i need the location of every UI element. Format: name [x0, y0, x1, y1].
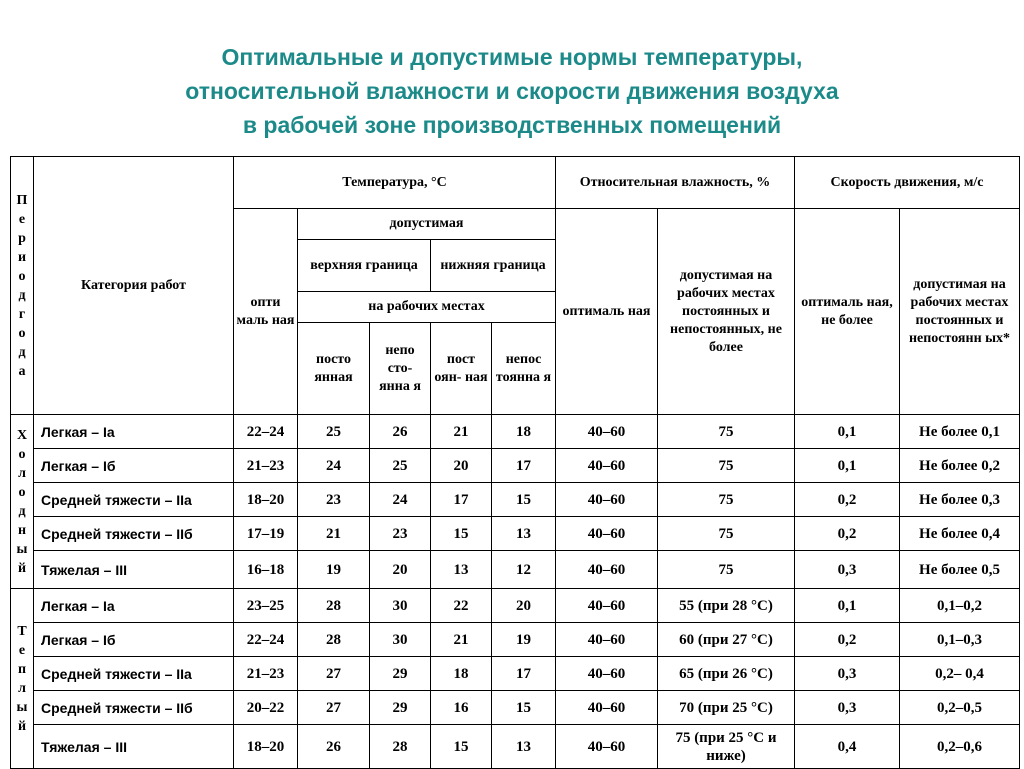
upper-bound-header: верхняя граница: [298, 240, 431, 292]
category-cell: Легкая – Iб: [34, 623, 234, 657]
humidity-optimal-cell: 40–60: [556, 691, 658, 725]
upper-nonconstant-header: непо сто- янна я: [370, 323, 431, 415]
upper-nonconstant-cell: 30: [370, 623, 431, 657]
lower-nonconstant-cell: 18: [492, 415, 556, 449]
temp-optimal-cell: 21–23: [234, 657, 298, 691]
upper-constant-header: посто янная: [298, 323, 370, 415]
lower-nonconstant-header: непос тоянна я: [492, 323, 556, 415]
upper-constant-cell: 19: [298, 551, 370, 589]
upper-constant-cell: 26: [298, 725, 370, 769]
category-header-text: Категория работ: [81, 277, 186, 293]
speed-allowable-cell: Не более 0,3: [900, 483, 1020, 517]
period-warm-cell: [11, 589, 34, 769]
humidity-optimal-cell: 40–60: [556, 623, 658, 657]
category-cell: Средней тяжести – IIб: [34, 691, 234, 725]
speed-optimal-cell: 0,3: [795, 551, 900, 589]
temp-optimal-cell: 22–24: [234, 623, 298, 657]
humidity-optimal-cell: 40–60: [556, 415, 658, 449]
category-header: [34, 157, 234, 415]
upper-constant-cell: 27: [298, 691, 370, 725]
humidity-allowable-cell: 75: [658, 517, 795, 551]
speed-optimal-cell: 0,2: [795, 517, 900, 551]
speed-optimal-cell: 0,2: [795, 623, 900, 657]
upper-nonconstant-cell: 25: [370, 449, 431, 483]
page-title: [0, 40, 1024, 142]
speed-allowable-cell: 0,2–0,6: [900, 725, 1020, 769]
lower-nonconstant-cell: 17: [492, 657, 556, 691]
lower-nonconstant-cell: 17: [492, 449, 556, 483]
table-row: [11, 589, 1020, 623]
category-cell: Легкая – Iб: [34, 449, 234, 483]
speed-optimal-cell: 0,3: [795, 691, 900, 725]
lower-constant-cell: 21: [431, 623, 492, 657]
humidity-allowable-cell: 55 (при 28 °С): [658, 589, 795, 623]
title-line-3: в рабочей зоне производственных помещений: [242, 112, 782, 138]
humidity-allowable-cell: 60 (при 27 °С): [658, 623, 795, 657]
temp-optimal-cell: 23–25: [234, 589, 298, 623]
temp-optimal-cell: 17–19: [234, 517, 298, 551]
temp-optimal-cell: 22–24: [234, 415, 298, 449]
workplaces-header: на рабочих местах: [298, 292, 556, 323]
humidity-allowable-cell: 75 (при 25 °С и ниже): [658, 725, 795, 769]
upper-nonconstant-cell: 26: [370, 415, 431, 449]
speed-optimal-cell: 0,1: [795, 449, 900, 483]
temperature-header: Температура, °С: [234, 157, 556, 209]
upper-constant-cell: 21: [298, 517, 370, 551]
speed-allowable-cell: Не более 0,5: [900, 551, 1020, 589]
upper-nonconstant-cell: 20: [370, 551, 431, 589]
speed-allowable-cell: Не более 0,2: [900, 449, 1020, 483]
category-cell: Тяжелая – III: [34, 551, 234, 589]
lower-nonconstant-cell: 12: [492, 551, 556, 589]
upper-constant-cell: 25: [298, 415, 370, 449]
humidity-allowable-header: допустимая на рабочих местах постоянных и непостоянных, не более: [658, 209, 795, 415]
speed-optimal-cell: 0,3: [795, 657, 900, 691]
lower-constant-cell: 15: [431, 517, 492, 551]
speed-optimal-cell: 0,1: [795, 589, 900, 623]
table-row: [11, 517, 1020, 551]
humidity-allowable-cell: 65 (при 26 °С): [658, 657, 795, 691]
speed-allowable-cell: 0,2–0,5: [900, 691, 1020, 725]
upper-nonconstant-cell: 23: [370, 517, 431, 551]
temp-optimal-cell: 18–20: [234, 725, 298, 769]
lower-constant-cell: 20: [431, 449, 492, 483]
temp-optimal-cell: 21–23: [234, 449, 298, 483]
table-row: [11, 691, 1020, 725]
temp-optimal-cell: 18–20: [234, 483, 298, 517]
upper-constant-cell: 27: [298, 657, 370, 691]
speed-allowable-header: допустимая на рабочих местах постоянных и непостоянн ых*: [900, 209, 1020, 415]
table-row: [11, 449, 1020, 483]
lower-bound-header: нижняя граница: [431, 240, 556, 292]
upper-nonconstant-cell: 30: [370, 589, 431, 623]
humidity-optimal-cell: 40–60: [556, 551, 658, 589]
period-warm-label: Т е п л ы й: [16, 623, 28, 734]
temp-optimal-cell: 16–18: [234, 551, 298, 589]
period-header: [11, 157, 34, 415]
lower-nonconstant-cell: 20: [492, 589, 556, 623]
lower-constant-cell: 18: [431, 657, 492, 691]
title-line-2: относительной влажности и скорости движения воздуха: [185, 78, 839, 104]
category-cell: Тяжелая – III: [34, 725, 234, 769]
lower-nonconstant-cell: 19: [492, 623, 556, 657]
lower-constant-cell: 21: [431, 415, 492, 449]
table-row: [11, 483, 1020, 517]
upper-constant-cell: 28: [298, 623, 370, 657]
humidity-optimal-cell: 40–60: [556, 657, 658, 691]
table-row: [11, 623, 1020, 657]
table-row: [11, 415, 1020, 449]
speed-allowable-cell: 0,1–0,2: [900, 589, 1020, 623]
humidity-allowable-cell: 75: [658, 551, 795, 589]
humidity-allowable-cell: 75: [658, 415, 795, 449]
humidity-allowable-cell: 75: [658, 483, 795, 517]
humidity-optimal-cell: 40–60: [556, 517, 658, 551]
temp-optimal-header: опти маль ная: [234, 209, 298, 415]
humidity-optimal-cell: 40–60: [556, 483, 658, 517]
category-cell: Средней тяжести – IIб: [34, 517, 234, 551]
period-cold-cell: [11, 415, 34, 589]
temp-optimal-cell: 20–22: [234, 691, 298, 725]
upper-nonconstant-cell: 28: [370, 725, 431, 769]
humidity-optimal-cell: 40–60: [556, 589, 658, 623]
humidity-optimal-cell: 40–60: [556, 725, 658, 769]
humidity-allowable-cell: 75: [658, 449, 795, 483]
category-cell: Средней тяжести – IIа: [34, 657, 234, 691]
speed-optimal-header: оптималь ная, не более: [795, 209, 900, 415]
category-cell: Средней тяжести – IIа: [34, 483, 234, 517]
upper-nonconstant-cell: 29: [370, 691, 431, 725]
lower-constant-header: пост оян- ная: [431, 323, 492, 415]
category-cell: Легкая – Iа: [34, 415, 234, 449]
humidity-optimal-cell: 40–60: [556, 449, 658, 483]
title-line-1: Оптимальные и допустимые нормы температуры,: [221, 44, 803, 70]
lower-constant-cell: 17: [431, 483, 492, 517]
upper-constant-cell: 23: [298, 483, 370, 517]
lower-nonconstant-cell: 13: [492, 517, 556, 551]
humidity-allowable-cell: 70 (при 25 °С): [658, 691, 795, 725]
lower-nonconstant-cell: 15: [492, 691, 556, 725]
period-header-text: П е р и о д г о д а: [16, 192, 28, 379]
table-row: [11, 725, 1020, 769]
norms-table: [10, 156, 1020, 769]
lower-constant-cell: 16: [431, 691, 492, 725]
lower-constant-cell: 15: [431, 725, 492, 769]
lower-constant-cell: 22: [431, 589, 492, 623]
speed-optimal-cell: 0,1: [795, 415, 900, 449]
speed-header: Скорость движения, м/с: [795, 157, 1020, 209]
speed-allowable-cell: Не более 0,1: [900, 415, 1020, 449]
speed-allowable-cell: 0,1–0,3: [900, 623, 1020, 657]
category-cell: Легкая – Iа: [34, 589, 234, 623]
speed-allowable-cell: Не более 0,4: [900, 517, 1020, 551]
lower-nonconstant-cell: 13: [492, 725, 556, 769]
humidity-optimal-header: оптималь ная: [556, 209, 658, 415]
upper-constant-cell: 24: [298, 449, 370, 483]
table-row: [11, 657, 1020, 691]
upper-nonconstant-cell: 29: [370, 657, 431, 691]
lower-nonconstant-cell: 15: [492, 483, 556, 517]
speed-optimal-cell: 0,4: [795, 725, 900, 769]
temp-allowable-header: допустимая: [298, 209, 556, 240]
humidity-header: Относительная влажность, %: [556, 157, 795, 209]
upper-constant-cell: 28: [298, 589, 370, 623]
upper-nonconstant-cell: 24: [370, 483, 431, 517]
speed-allowable-cell: 0,2– 0,4: [900, 657, 1020, 691]
speed-optimal-cell: 0,2: [795, 483, 900, 517]
period-cold-label: Х о л о д н ы й: [16, 427, 28, 576]
lower-constant-cell: 13: [431, 551, 492, 589]
table-row: [11, 551, 1020, 589]
